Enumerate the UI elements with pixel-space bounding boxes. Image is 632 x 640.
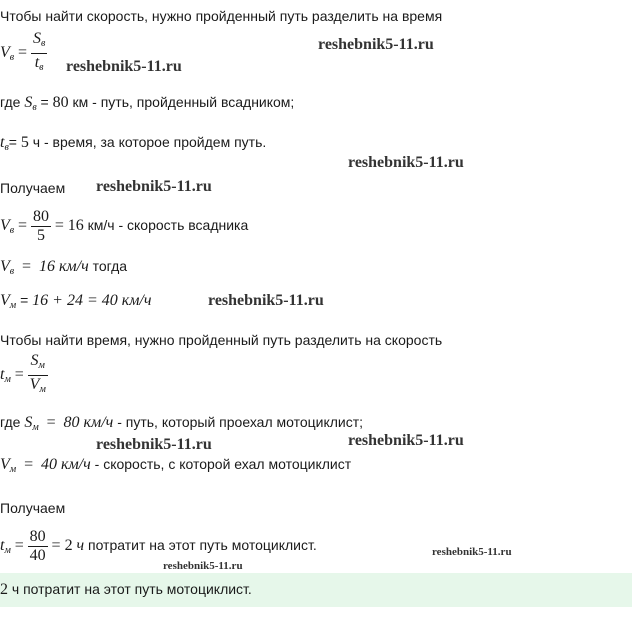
- fraction-80-over-40: $\frac{80}{40}$: [29, 528, 46, 564]
- watermark: reshebnik5-11.ru: [432, 546, 512, 558]
- given-time: $t_в= 5$ ч - время, за которое пройдем путь.: [0, 134, 267, 153]
- calc-speed: $V_в$ = $\frac{80}{5}$ = 16 км/ч - скорость всадника: [0, 208, 249, 244]
- watermark: reshebnik5-11.ru: [66, 58, 182, 75]
- answer-text: 2 ч потратит на этот путь мотоциклист.: [0, 581, 252, 598]
- fraction-s-over-t: $\frac{S_в}{t_в}$: [32, 30, 46, 73]
- speed-result: $V_в = 16$ км/ч тогда: [0, 258, 128, 277]
- watermark: reshebnik5-11.ru: [96, 436, 212, 453]
- given-moto-speed: $V_м = 40$ км/ч - скорость, с которой ехал мотоциклист: [0, 456, 352, 475]
- intro-time: Чтобы найти время, нужно пройденный путь разделить на скорость: [0, 332, 443, 348]
- fraction-sm-over-vm: $\frac{S_м}{V_м}$: [29, 352, 46, 395]
- watermark: reshebnik5-11.ru: [348, 432, 464, 449]
- formula-time: $t_м$ = $\frac{S_м}{V_м}$: [0, 352, 48, 399]
- equals-sign: =: [18, 44, 28, 62]
- given-moto-distance: где $S_м = 80$ км/ч - путь, который проехал мотоциклист;: [0, 414, 364, 433]
- watermark: reshebnik5-11.ru: [348, 154, 464, 171]
- watermark: reshebnik5-11.ru: [208, 292, 324, 309]
- calc-time: $t_м$ = $\frac{80}{40}$ = 2 ч потратит на этот путь мотоциклист.: [0, 528, 317, 564]
- v-symbol: $V_в$: [0, 44, 15, 64]
- result-heading: Получаем: [0, 500, 66, 516]
- moto-speed: $V_м = 16 + 24 = 40$ км/ч: [0, 292, 152, 311]
- intro-speed: Чтобы найти скорость, нужно пройденный путь разделить на время: [0, 8, 443, 24]
- given-distance: где $S_в = 80$ км - путь, пройденный всадником;: [0, 94, 295, 113]
- formula-speed: [0, 30, 47, 77]
- watermark: reshebnik5-11.ru: [96, 178, 212, 195]
- watermark: reshebnik5-11.ru: [318, 36, 434, 53]
- answer-box: [0, 573, 632, 607]
- result-heading: Получаем: [0, 180, 66, 196]
- watermark: reshebnik5-11.ru: [163, 560, 243, 572]
- fraction-80-over-5: $\frac{80}{5}$: [32, 208, 49, 244]
